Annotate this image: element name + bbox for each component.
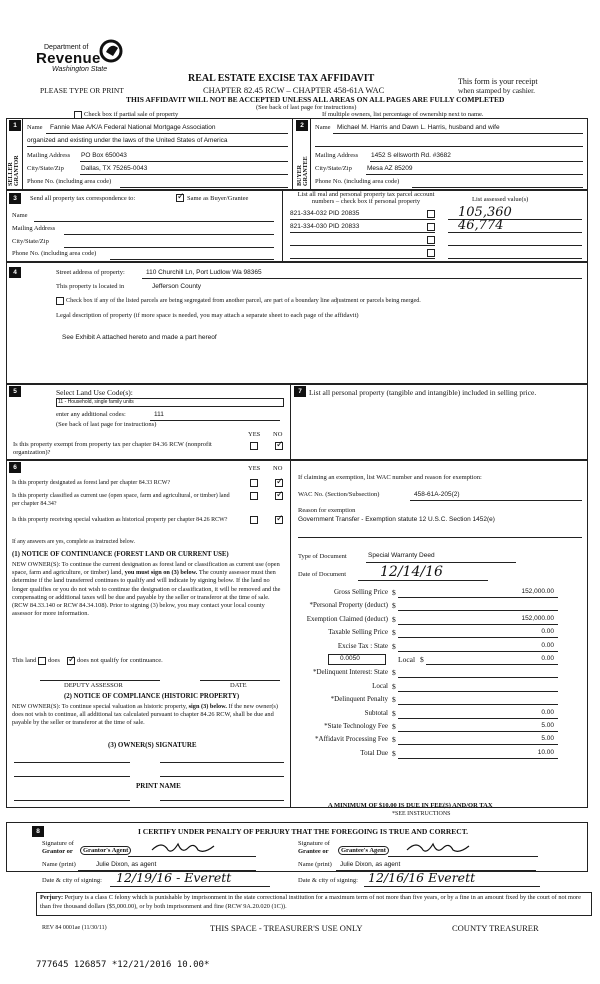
segregated-checkbox[interactable] [56, 297, 64, 305]
form-title: REAL ESTATE EXCISE TAX AFFIDAVIT [188, 73, 375, 84]
street-label: Street address of property: [56, 269, 125, 276]
buyer-phone-label: Phone No. (including area code) [315, 178, 400, 185]
doc-type[interactable]: Special Warranty Deed [368, 552, 435, 559]
buyer-mailing[interactable]: 1452 S ellsworth Rd. #3682 [371, 152, 451, 159]
agency-main: Revenue [36, 50, 101, 67]
seller-city[interactable]: Dallas, TX 75265-0043 [81, 165, 148, 172]
form-warning: THIS AFFIDAVIT WILL NOT BE ACCEPTED UNLESS ALL AREAS ON ALL PAGES ARE FULLY COMPLETED [126, 95, 505, 104]
send-phone-label: Phone No. (including area code) [12, 250, 97, 257]
seller-mailing[interactable]: PO Box 650043 [81, 152, 127, 159]
calc-label-a3: Taxable Selling Price [328, 628, 388, 637]
grantee-date-label: Date & city of signing: [298, 877, 358, 884]
personal-property-checkbox-3[interactable] [427, 236, 435, 244]
sec6-yes-header: YES [248, 465, 261, 472]
grantor-signature[interactable] [150, 838, 220, 856]
form-revision: REV 84 0001ae (11/30/11) [42, 925, 107, 931]
wac-number[interactable]: 458-61A-205(2) [414, 491, 460, 498]
additional-codes-label: enter any additional codes: [56, 411, 126, 418]
doc-type-label: Type of Document [298, 553, 347, 560]
this-land-label: This land [12, 657, 37, 664]
buyer-name[interactable]: Michael M. Harris and Dawn L. Harris, husband and wife [337, 124, 500, 131]
calc-value-a0[interactable]: 152,000.00 [521, 588, 554, 595]
dollar-sign: $ [392, 735, 396, 745]
exemption-label: If claiming an exemption, list WAC number and reason for exemption: [298, 474, 482, 481]
land-does-label: does [48, 657, 60, 664]
perjury-statement: Perjury: Perjury is a class C felony which is punishable by imprisonment in the state correctional institution for a maximum term of not more than five years, or by a fine in an amount fixed by the court of not more than five thousand dollars ($5,000.00), or by both imprisonment and fine (RCW 9A.20.020 (1C)). [40, 894, 581, 910]
seller-mailing-label: Mailing Address [27, 152, 71, 159]
same-as-buyer-checkbox[interactable] [176, 194, 184, 202]
calc-label-b3: Subtotal [364, 708, 388, 717]
calc-label-b5: *Affidavit Processing Fee [315, 735, 388, 744]
notice-continuance-text: NEW OWNER(S): To continue the current designation as forest land or classification as current use (open space, farm and agriculture, or timber) land, you must sign on (3) below. The county assessor must then determine if the land transferred continues to qualify and will indicate by signing below. If the land no longer qualifies or you do not wish to continue the designation or classification, it will be removed and the compensating or additional taxes will be due and payable by the seller or transferor at the time of sale. (RCW 84.33.140 or RCW 84.34.108). Prior to signing (3) below, you may contact your local county assessor for more information. [12, 561, 281, 618]
dollar-sign: $ [392, 748, 396, 758]
parcel-list-header: List all real and personal property tax parcel account numbers – check box if personal property [297, 191, 435, 205]
deputy-assessor-label: DEPUTY ASSESSOR [64, 682, 123, 689]
land-does-checkbox[interactable] [38, 657, 46, 665]
notice-continuance-title: (1) NOTICE OF CONTINUANCE (FOREST LAND OR CURRENT USE) [12, 551, 229, 558]
calc-label-a2: Exemption Claimed (deduct) [306, 614, 388, 623]
send-city-label: City/State/Zip [12, 238, 49, 245]
sec5-yes-header: YES [248, 431, 261, 438]
assessed-value-2[interactable]: 46,774 [458, 218, 504, 233]
buyer-mailing-label: Mailing Address [315, 152, 359, 159]
calc-value-b3[interactable]: 0.00 [541, 708, 554, 716]
buyer-grantee-label: BUYER GRANTEE [297, 156, 309, 186]
dollar-sign: $ [392, 722, 396, 731]
exempt-yes-checkbox[interactable] [250, 442, 258, 450]
send-correspondence-label: Send all property tax correspondence to: [30, 195, 136, 202]
forest-yes-checkbox[interactable] [250, 479, 258, 487]
buyer-city-label: City/State/Zip [315, 165, 352, 172]
calc-label-b0: *Delinquent Interest: State [312, 668, 388, 677]
dollar-sign: $ [420, 655, 424, 664]
calc-value-b6[interactable]: 10.00 [537, 748, 554, 756]
legal-desc-label: Legal description of property (if more space is needed, you may attach a separate sheet to each page of the affidavit) [56, 312, 359, 319]
section-2-number: 2 [296, 120, 308, 131]
personal-property-checkbox-4[interactable] [427, 249, 435, 257]
grantee-signature[interactable] [405, 838, 475, 856]
current-use-question: Is this property classified as current use (open space, farm and agricultural, or timber) land per chapter 84.34? [12, 493, 230, 507]
street-address[interactable]: 110 Churchill Ln, Port Ludlow Wa 98365 [146, 269, 262, 276]
seller-name-label: Name [27, 124, 43, 131]
treasurer-space: THIS SPACE - TREASURER'S USE ONLY [210, 923, 363, 933]
certify-statement: I CERTIFY UNDER PENALTY OF PERJURY THAT THE FOREGOING IS TRUE AND CORRECT. [138, 827, 469, 836]
dollar-sign: $ [392, 708, 396, 718]
grantor-name-label: Name (print) [42, 861, 76, 868]
see-instructions-note: *SEE INSTRUCTIONS [392, 811, 451, 817]
forest-no-checkbox[interactable] [275, 479, 283, 487]
grantor-date-label: Date & city of signing: [42, 877, 102, 884]
calc-value-a4[interactable]: 0.00 [541, 641, 554, 649]
dollar-sign: $ [392, 614, 396, 624]
exempt-no-checkbox[interactable] [275, 442, 283, 450]
calc-value-b5[interactable]: 5.00 [541, 735, 554, 743]
land-does-not-label: does not qualify for continuance. [77, 657, 163, 664]
seller-grantor-label: SELLER GRANTOR [8, 155, 20, 186]
print-name-label: PRINT NAME [136, 782, 181, 790]
grantor-sig-label: Signature of [42, 840, 74, 847]
notice-compliance-text: NEW OWNER(S): To continue special valuation as historic property, sign (3) below. If the new owner(s) does not wish to continue, all additional tax calculated pursuant to chapter 84.26 RCW, shall be due and payable by the seller or transferor at the time of sale. [12, 703, 278, 727]
partial-sale-label: Check box if partial sale of property [84, 111, 179, 118]
section-8-number: 8 [32, 826, 44, 837]
forest-land-question: Is this property designated as forest land per chapter 84.33 RCW? [12, 480, 171, 486]
seller-phone-label: Phone No. (including area code) [27, 178, 112, 185]
please-type: PLEASE TYPE OR PRINT [40, 86, 124, 95]
owner-signature-label: (3) OWNER(S) SIGNATURE [108, 741, 197, 749]
grantee-sig-label-2: Grantee or [298, 848, 329, 855]
dollar-sign: $ [392, 588, 396, 597]
grantee-print-name[interactable]: Julie Dixon, as agent [340, 861, 401, 868]
see-back: (See back of last page for instructions) [256, 104, 357, 111]
grantor-sig-label-2: Grantor or [42, 848, 73, 855]
send-mailing-label: Mailing Address [12, 225, 56, 232]
located-label: This property is located in [56, 283, 125, 290]
if-yes-note: If any answers are yes, complete as instructed below. [12, 539, 135, 545]
assessed-value-1[interactable]: 105,360 [458, 205, 512, 220]
calc-label-b4: *State Technology Fee [324, 722, 388, 730]
section-1-number: 1 [9, 120, 21, 131]
send-name-label: Name [12, 212, 28, 219]
land-does-not-checkbox[interactable] [67, 657, 75, 665]
exempt-question: Is this property exempt from property tax per chapter 84.36 RCW (nonprofit organization)? [13, 441, 212, 456]
notice-compliance-title: (2) NOTICE OF COMPLIANCE (HISTORIC PROPERTY) [64, 693, 240, 700]
grantee-sig-label: Signature of [298, 840, 330, 847]
seller-name[interactable]: Fannie Mae A/K/A Federal National Mortgage Association [50, 124, 216, 131]
calc-label-a4: Excise Tax : State [337, 641, 388, 650]
local-tax-label: Local [398, 655, 416, 664]
assessed-value-header: List assessed value(s) [472, 196, 529, 203]
legal-description[interactable]: See Exhibit A attached hereto and made a part hereof [62, 334, 217, 341]
dollar-sign: $ [392, 601, 396, 611]
calc-value-a3[interactable]: 0.00 [541, 628, 554, 636]
receipt-note-2: when stamped by cashier. [458, 86, 536, 95]
current-use-no-checkbox[interactable] [275, 492, 283, 500]
assessor-date-label: DATE [230, 682, 247, 689]
grantor-print-name[interactable]: Julie Dixon, as agent [96, 861, 157, 868]
personal-property-checkbox-2[interactable] [427, 223, 435, 231]
historic-question: Is this property receiving special valuation as historical property per chapter 84.26 RCW? [12, 517, 228, 523]
exemption-reason[interactable]: Government Transfer - Exemption statute 12 U.S.C. Section 1452(e) [298, 516, 495, 523]
receipt-note: This form is your receipt [458, 77, 538, 86]
grantee-name-label: Name (print) [298, 861, 332, 868]
agency-top: Department of [44, 44, 89, 51]
historic-yes-checkbox[interactable] [250, 516, 258, 524]
section-6-number: 6 [9, 462, 21, 473]
land-use-see-back: (See back of last page for instructions) [56, 421, 157, 428]
grantor-agent-label: Grantor's Agent [80, 846, 131, 855]
sec5-no-header: NO [273, 431, 283, 438]
seller-name-2[interactable]: organized and existing under the laws of the United States of America [27, 137, 228, 144]
grantee-date-city[interactable]: 12/16/16 Everett [368, 870, 476, 885]
seller-city-label: City/State/Zip [27, 165, 64, 172]
calc-label-b6: Total Due [360, 748, 388, 757]
calc-label-a0: Gross Selling Price [333, 588, 388, 596]
agency-sub: Washington State [52, 66, 108, 73]
section-5-number: 5 [9, 386, 21, 397]
segregated-label: Check box if any of the listed parcels are being segregated from another parcel, are part of a boundary line adjustment or parcels being merged. [66, 297, 421, 304]
same-as-buyer-label: Same as Buyer/Grantee [187, 195, 249, 202]
buyer-city[interactable]: Mesa AZ 85209 [367, 165, 413, 172]
local-rate: 0.0050 [340, 655, 360, 662]
section-4-number: 4 [9, 267, 21, 278]
parcel-number-2[interactable]: 821-334-030 PID 20833 [290, 223, 360, 230]
section-7-number: 7 [294, 386, 306, 397]
grantee-agent-label: Grantee's Agent [338, 846, 389, 855]
located-county[interactable]: Jefferson County [152, 283, 202, 290]
buyer-name-label: Name [315, 124, 331, 131]
dollar-sign: $ [392, 641, 396, 651]
dollar-sign: $ [392, 628, 396, 638]
cashier-stamp: 777645 126857 *12/21/2016 10.00* [36, 960, 210, 970]
parcel-number-1[interactable]: 821-334-032 PID 20835 [290, 210, 360, 217]
calc-label-b2: *Delinquent Penalty [330, 695, 388, 704]
dollar-sign: $ [392, 668, 396, 678]
calc-label-a1: *Personal Property (deduct) [309, 601, 388, 610]
dollar-sign: $ [392, 695, 396, 705]
calc-value-a2[interactable]: 152,000.00 [521, 614, 554, 622]
additional-codes[interactable]: 111 [154, 411, 164, 418]
calc-label-b1: Local [372, 681, 388, 690]
dollar-sign: $ [392, 681, 396, 691]
multiple-owners-note: If multiple owners, list percentage of ownership next to name. [322, 111, 484, 118]
sec6-no-header: NO [273, 465, 283, 472]
grantor-date-city[interactable]: 12/19/16 - Everett [116, 870, 232, 885]
personal-property-label: List all personal property (tangible and intangible) included in selling price. [309, 388, 537, 397]
wac-label: WAC No. (Section/Subsection) [298, 491, 380, 498]
section-3-number: 3 [9, 193, 21, 204]
reason-label: Reason for exemption [298, 507, 356, 514]
personal-property-checkbox-1[interactable] [427, 210, 435, 218]
land-use-label: Select Land Use Code(s): [56, 388, 133, 397]
doc-date-label: Date of Document [298, 571, 347, 578]
section-4-box [6, 262, 588, 384]
land-use-value: 11 - Household, single family units [58, 399, 134, 405]
form-chapter: CHAPTER 82.45 RCW – CHAPTER 458-61A WAC [203, 85, 385, 95]
county-treasurer: COUNTY TREASURER [452, 923, 539, 933]
doc-date[interactable]: 12/14/16 [380, 564, 443, 580]
calc-value-b4[interactable]: 5.00 [541, 722, 554, 729]
current-use-yes-checkbox[interactable] [250, 492, 258, 500]
historic-no-checkbox[interactable] [275, 516, 283, 524]
dor-swirl-icon [98, 38, 124, 64]
local-tax-value[interactable]: 0.00 [541, 655, 554, 662]
minimum-due-note: A MINIMUM OF $10.00 IS DUE IN FEE(S) AND/OR TAX [328, 802, 493, 809]
